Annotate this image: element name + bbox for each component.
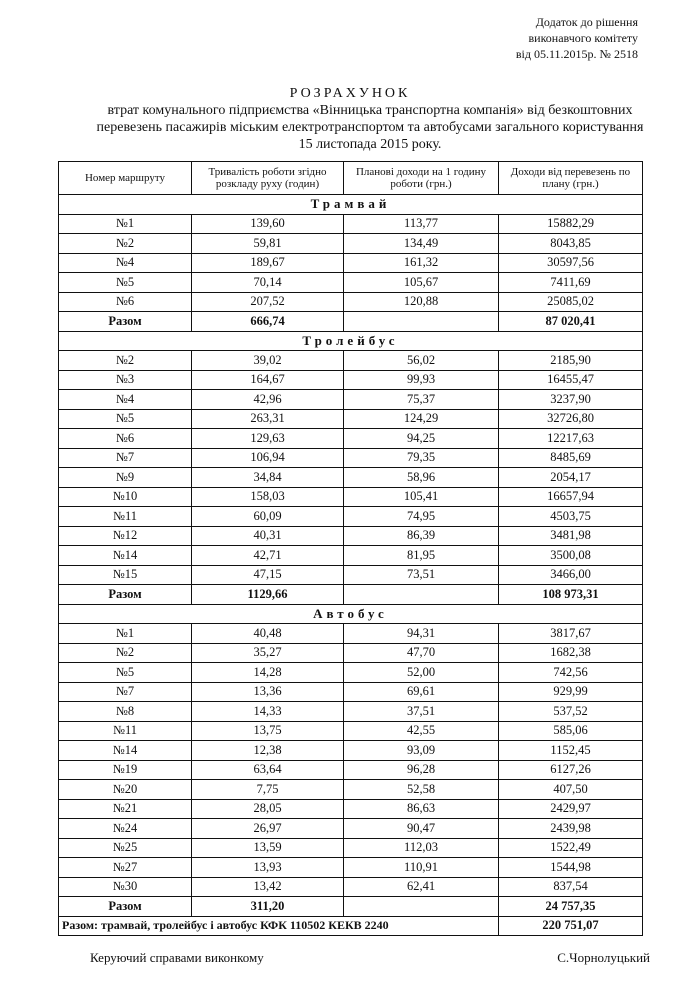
planned-income-cell: 120,88 [344,292,499,312]
income-cell: 3481,98 [499,526,643,546]
duration-cell: 39,02 [192,351,344,371]
table-row [59,507,643,527]
route-number: №1 [59,624,192,644]
duration-cell: 47,15 [192,565,344,585]
table-row [59,546,643,566]
table-row [59,799,643,819]
income-cell: 929,99 [499,682,643,702]
route-number: №5 [59,663,192,683]
total-label: Разом [59,897,192,917]
grand-total-label: Разом: трамвай, тролейбус і автобус КФК 110502 КЕКВ 2240 [59,916,499,936]
signature-position: Керуючий справами виконкому [90,950,264,965]
table-row [59,370,643,390]
appendix-note [516,14,638,62]
table-row [59,292,643,312]
planned-income-cell: 94,25 [344,429,499,449]
planned-income-cell: 56,02 [344,351,499,371]
planned-income-cell: 86,39 [344,526,499,546]
planned-income-cell: 79,35 [344,448,499,468]
signature-name: С.Чорнолуцький [557,950,650,965]
grand-total-row [59,916,643,936]
route-number: №3 [59,370,192,390]
table-row [59,643,643,663]
duration-cell: 60,09 [192,507,344,527]
planned-income-cell: 58,96 [344,468,499,488]
planned-income-cell: 52,58 [344,780,499,800]
planned-income-cell: 110,91 [344,858,499,878]
table-row [59,526,643,546]
duration-cell: 12,38 [192,741,344,761]
duration-cell: 13,42 [192,877,344,897]
income-cell: 2439,98 [499,819,643,839]
duration-cell: 14,33 [192,702,344,722]
route-number: №5 [59,409,192,429]
planned-income-cell: 94,31 [344,624,499,644]
section-header-row [59,331,643,351]
calculation-table [58,161,643,936]
income-cell: 1544,98 [499,858,643,878]
planned-income-cell: 161,32 [344,253,499,273]
route-number: №20 [59,780,192,800]
duration-cell: 207,52 [192,292,344,312]
table-header-row [59,162,643,195]
income-cell: 16657,94 [499,487,643,507]
duration-cell: 139,60 [192,214,344,234]
income-cell: 3500,08 [499,546,643,566]
duration-cell: 26,97 [192,819,344,839]
document-subtitle: втрат комунального підприємства «Вінницька транспортна компанія» від безкоштовних перевезень пасажирів міським електротранспортом та автобусами загального користування 15 листопада 2015 року. [96,103,644,152]
planned-income-cell: 113,77 [344,214,499,234]
route-number: №7 [59,682,192,702]
section-total-row [59,897,643,917]
header-duration: Тривалість роботи згідно розкладу руху (годин) [192,162,344,195]
planned-income-cell: 52,00 [344,663,499,683]
section-title: Автобус [59,604,643,624]
planned-income-cell: 86,63 [344,799,499,819]
table-row [59,702,643,722]
income-cell: 3237,90 [499,390,643,410]
planned-income-cell: 99,93 [344,370,499,390]
route-number: №14 [59,741,192,761]
route-number: №6 [59,429,192,449]
planned-income-cell: 62,41 [344,877,499,897]
duration-cell: 34,84 [192,468,344,488]
route-number: №14 [59,546,192,566]
route-number: №1 [59,214,192,234]
table-row [59,721,643,741]
table-row [59,760,643,780]
duration-cell: 70,14 [192,273,344,293]
duration-cell: 63,64 [192,760,344,780]
route-number: №7 [59,448,192,468]
duration-cell: 35,27 [192,643,344,663]
duration-cell: 42,71 [192,546,344,566]
table-row [59,253,643,273]
planned-income-cell: 47,70 [344,643,499,663]
planned-income-cell: 75,37 [344,390,499,410]
section-total-row [59,312,643,332]
duration-cell: 42,96 [192,390,344,410]
total-planned-empty [344,312,499,332]
total-income: 108 973,31 [499,585,643,605]
header-planned-income: Планові доходи на 1 годину роботи (грн.) [344,162,499,195]
duration-cell: 189,67 [192,253,344,273]
planned-income-cell: 69,61 [344,682,499,702]
table-row [59,214,643,234]
income-cell: 32726,80 [499,409,643,429]
income-cell: 30597,56 [499,253,643,273]
income-cell: 742,56 [499,663,643,683]
planned-income-cell: 134,49 [344,234,499,254]
header-route: Номер маршруту [59,162,192,195]
planned-income-cell: 112,03 [344,838,499,858]
total-duration: 666,74 [192,312,344,332]
income-cell: 1522,49 [499,838,643,858]
section-header-row [59,604,643,624]
income-cell: 7411,69 [499,273,643,293]
header-income: Доходи від перевезень по плану (грн.) [499,162,643,195]
planned-income-cell: 96,28 [344,760,499,780]
table-row [59,273,643,293]
table-row [59,741,643,761]
appendix-line-1: Додаток до рішення [535,15,638,29]
route-number: №24 [59,819,192,839]
income-cell: 2429,97 [499,799,643,819]
planned-income-cell: 73,51 [344,565,499,585]
table-row [59,682,643,702]
table-row [59,565,643,585]
table-row [59,780,643,800]
income-cell: 8043,85 [499,234,643,254]
income-cell: 1682,38 [499,643,643,663]
table-row [59,351,643,371]
income-cell: 2054,17 [499,468,643,488]
planned-income-cell: 81,95 [344,546,499,566]
income-cell: 15882,29 [499,214,643,234]
route-number: №12 [59,526,192,546]
total-income: 24 757,35 [499,897,643,917]
route-number: №11 [59,721,192,741]
income-cell: 3817,67 [499,624,643,644]
planned-income-cell: 93,09 [344,741,499,761]
duration-cell: 13,93 [192,858,344,878]
route-number: №9 [59,468,192,488]
table-row [59,663,643,683]
table-row [59,390,643,410]
planned-income-cell: 124,29 [344,409,499,429]
route-number: №30 [59,877,192,897]
duration-cell: 14,28 [192,663,344,683]
route-number: №25 [59,838,192,858]
appendix-line-3: від 05.11.2015р. № 2518 [515,47,638,61]
document-title: РОЗРАХУНОК [289,86,411,101]
income-cell: 6127,26 [499,760,643,780]
income-cell: 3466,00 [499,565,643,585]
duration-cell: 158,03 [192,487,344,507]
income-cell: 16455,47 [499,370,643,390]
table-row [59,468,643,488]
planned-income-cell: 42,55 [344,721,499,741]
route-number: №19 [59,760,192,780]
total-duration: 311,20 [192,897,344,917]
route-number: №11 [59,507,192,527]
grand-total-income: 220 751,07 [499,916,643,936]
table-row [59,487,643,507]
route-number: №5 [59,273,192,293]
table-row [59,858,643,878]
route-number: №21 [59,799,192,819]
planned-income-cell: 74,95 [344,507,499,527]
planned-income-cell: 37,51 [344,702,499,722]
route-number: №2 [59,351,192,371]
appendix-line-2: виконавчого комітету [528,31,638,45]
income-cell: 537,52 [499,702,643,722]
table-row [59,429,643,449]
table-row [59,409,643,429]
duration-cell: 263,31 [192,409,344,429]
income-cell: 837,54 [499,877,643,897]
income-cell: 1152,45 [499,741,643,761]
duration-cell: 13,59 [192,838,344,858]
section-header-row [59,195,643,215]
total-income: 87 020,41 [499,312,643,332]
route-number: №6 [59,292,192,312]
planned-income-cell: 105,67 [344,273,499,293]
duration-cell: 40,31 [192,526,344,546]
table-row [59,234,643,254]
table-row [59,819,643,839]
duration-cell: 129,63 [192,429,344,449]
income-cell: 25085,02 [499,292,643,312]
duration-cell: 7,75 [192,780,344,800]
duration-cell: 13,36 [192,682,344,702]
duration-cell: 106,94 [192,448,344,468]
duration-cell: 40,48 [192,624,344,644]
section-title: Трамвай [59,195,643,215]
route-number: №4 [59,390,192,410]
table-row [59,838,643,858]
income-cell: 407,50 [499,780,643,800]
income-cell: 4503,75 [499,507,643,527]
total-label: Разом [59,585,192,605]
route-number: №2 [59,643,192,663]
table-row [59,877,643,897]
duration-cell: 28,05 [192,799,344,819]
route-number: №10 [59,487,192,507]
income-cell: 585,06 [499,721,643,741]
route-number: №2 [59,234,192,254]
total-label: Разом [59,312,192,332]
duration-cell: 13,75 [192,721,344,741]
income-cell: 12217,63 [499,429,643,449]
table-row [59,448,643,468]
table-row [59,624,643,644]
income-cell: 2185,90 [499,351,643,371]
duration-cell: 164,67 [192,370,344,390]
section-title: Тролейбус [59,331,643,351]
income-cell: 8485,69 [499,448,643,468]
route-number: №4 [59,253,192,273]
total-planned-empty [344,897,499,917]
route-number: №8 [59,702,192,722]
planned-income-cell: 90,47 [344,819,499,839]
section-total-row [59,585,643,605]
total-planned-empty [344,585,499,605]
table-body [59,195,643,936]
total-duration: 1129,66 [192,585,344,605]
route-number: №27 [59,858,192,878]
route-number: №15 [59,565,192,585]
duration-cell: 59,81 [192,234,344,254]
planned-income-cell: 105,41 [344,487,499,507]
